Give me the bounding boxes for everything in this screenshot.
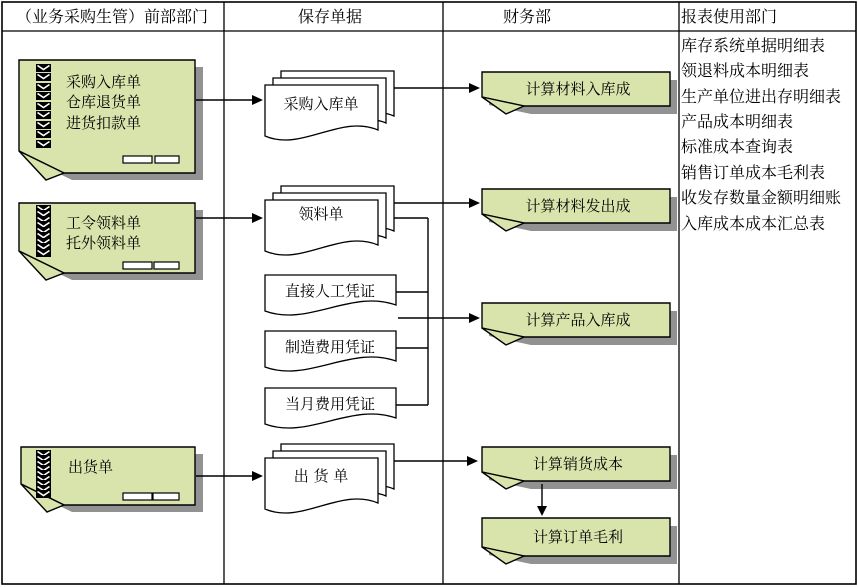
column-header: 财务部 <box>502 7 552 26</box>
envelope-icon <box>36 130 51 138</box>
document-label: 当月费用凭证 <box>284 395 376 413</box>
signature-bar <box>123 156 152 163</box>
report-item: 收发存数量金额明细账 <box>681 188 842 207</box>
envelope-icon <box>36 73 51 81</box>
doc-monthly-expense-voucher <box>265 388 396 428</box>
doc-purchase-receipt-stack <box>265 71 394 140</box>
column-header: 保存单据 <box>297 7 363 26</box>
report-item: 库存系统单据明细表 <box>681 36 826 55</box>
arrow-note3-to-stack3 <box>196 471 263 481</box>
envelope-icon-stack <box>36 450 51 498</box>
envelope-icon <box>36 92 51 100</box>
document-label: 领料单 <box>298 205 344 223</box>
report-item: 销售订单成本毛利表 <box>681 163 826 182</box>
signature-bar <box>123 493 152 500</box>
note-line: 出货单 <box>68 458 114 476</box>
note-purchase-documents <box>19 60 203 180</box>
arrow-stack2-to-material-issue <box>394 198 480 208</box>
note-line: 进货扣款单 <box>66 114 142 132</box>
column-header: 报表使用部门 <box>681 7 778 26</box>
report-item: 产品成本明细表 <box>681 112 794 131</box>
envelope-icon <box>36 102 51 110</box>
process-calc-material-issue-cost <box>482 189 677 231</box>
process-label: 计算材料入库成 <box>525 80 631 98</box>
note-line: 仓库退货单 <box>66 93 142 111</box>
document-label: 出 货 单 <box>293 467 349 485</box>
signature-bar <box>123 262 152 269</box>
envelope-icon-stack <box>36 205 51 257</box>
signature-bar <box>153 493 179 500</box>
arrow-note1-to-stack1 <box>196 95 263 105</box>
report-item: 领退料成本明细表 <box>681 61 810 80</box>
process-label: 计算销货成本 <box>532 455 624 473</box>
document-label: 采购入库单 <box>283 95 359 113</box>
report-item: 标准成本查询表 <box>681 137 794 156</box>
envelope-icon <box>36 121 51 129</box>
note-material-requisition <box>19 203 203 280</box>
doc-shipment-stack <box>265 444 394 513</box>
document-label: 直接人工凭证 <box>284 282 376 300</box>
note-line: 工令领料单 <box>66 214 142 232</box>
document-label: 制造费用凭证 <box>284 338 376 356</box>
process-calc-product-inbound-cost <box>482 303 677 345</box>
envelope-icon <box>36 111 51 119</box>
envelope-icon <box>36 83 51 91</box>
arrow-stack1-to-material-inbound <box>394 83 480 93</box>
arrow-note2-to-stack2 <box>196 213 263 223</box>
process-label: 计算产品入库成 <box>525 311 631 329</box>
envelope-icon <box>36 140 51 148</box>
collector-lines <box>394 218 428 405</box>
process-calc-order-profit <box>482 518 677 564</box>
envelope-icon-stack <box>36 64 51 148</box>
report-item: 入库成本成本汇总表 <box>681 214 826 233</box>
doc-direct-labor-voucher <box>265 275 396 315</box>
arrow-vouchers-to-product-inbound <box>398 313 480 323</box>
envelope-icon <box>36 490 51 498</box>
arrow-stack3-to-sales-cost <box>394 456 478 466</box>
signature-bar <box>154 262 179 269</box>
process-label: 计算材料发出成 <box>525 197 631 215</box>
column-header: （业务采购生管）前部部门 <box>15 7 209 26</box>
process-label: 计算订单毛利 <box>532 528 624 546</box>
envelope-icon <box>36 64 51 72</box>
note-line: 托外领料单 <box>66 234 142 252</box>
process-calc-material-inbound-cost <box>482 72 677 114</box>
process-calc-sales-cost <box>482 447 677 489</box>
envelope-icon <box>36 249 51 257</box>
doc-requisition-stack <box>265 186 394 255</box>
report-item: 生产单位进出存明细表 <box>681 87 842 106</box>
signature-bar <box>155 156 179 163</box>
note-line: 采购入库单 <box>66 73 142 91</box>
doc-manufacturing-expense-voucher <box>265 331 396 371</box>
note-shipment <box>21 447 203 512</box>
